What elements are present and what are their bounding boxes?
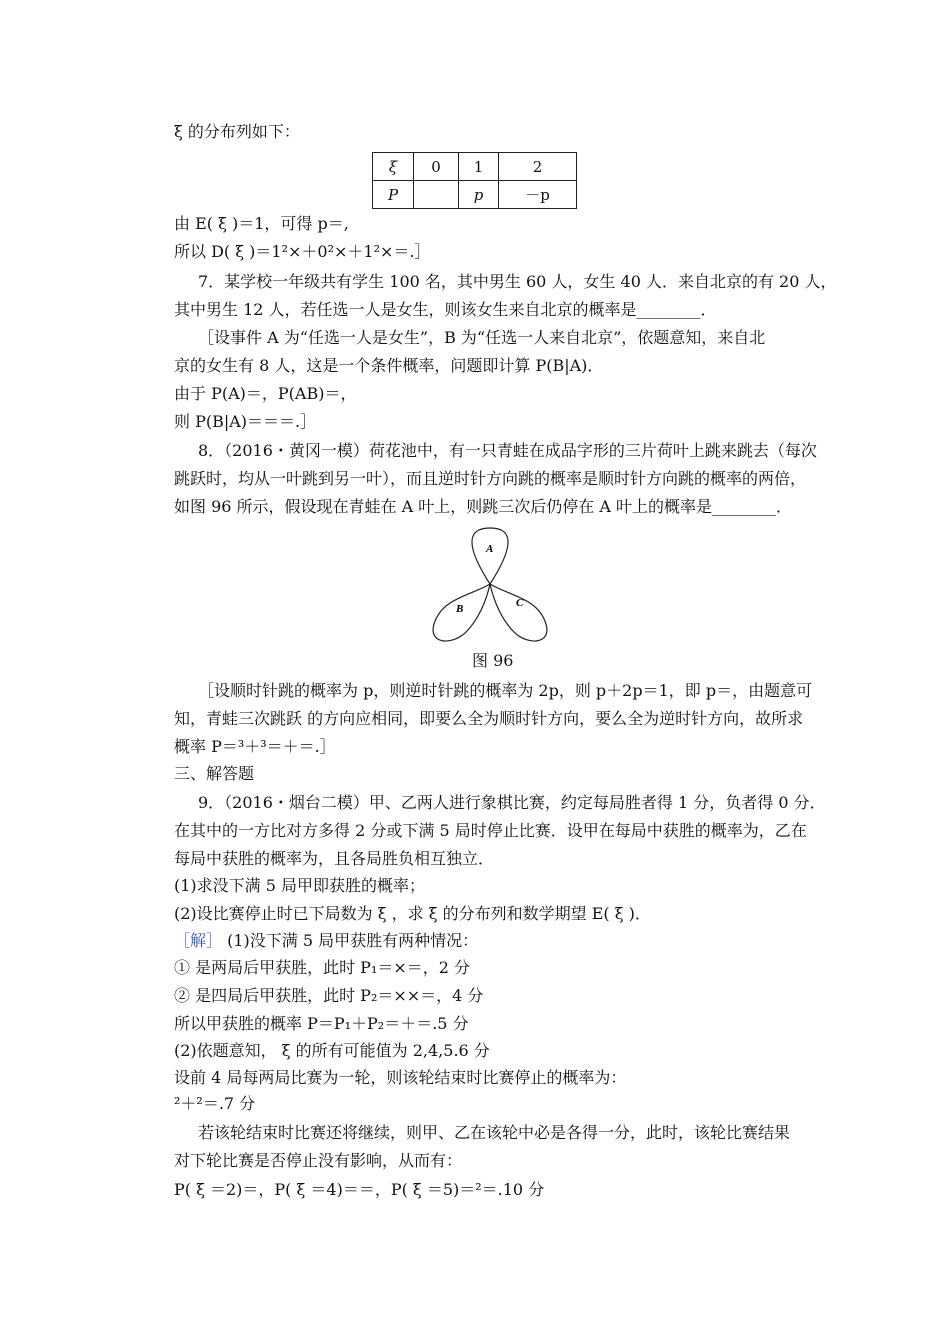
text-line: 由 E( ξ )＝1，可得 p＝, <box>174 214 349 233</box>
leaf-c-shape <box>490 584 547 641</box>
section-heading: 三、解答题 <box>174 764 255 783</box>
table-cell <box>414 181 459 209</box>
text-line: ① 是两局后甲获胜，此时 P₁＝×＝，2 分 <box>174 958 471 977</box>
solution-text: (1)没下满 5 局甲获胜有两种情况： <box>222 931 479 950</box>
leaf-a-shape <box>472 528 508 584</box>
solution-marker: ［解］ <box>174 931 223 950</box>
table-row <box>373 181 577 209</box>
table-cell: －p <box>499 181 577 209</box>
text-line: 如图 96 所示，假设现在青蛙在 A 叶上，则跳三次后仍停在 A 叶上的概率是________． <box>174 497 792 516</box>
text-line: 其中男生 12 人，若任选一人是女生，则该女生来自北京的概率是________． <box>174 300 717 319</box>
table-cell: p <box>459 181 499 209</box>
table-cell: P <box>373 181 414 209</box>
text-line: ［设事件 A 为“任选一人是女生”，B 为“任选一人来自北京”，依题意知，来自北 <box>198 328 766 347</box>
text-line: 知，青蛙三次跳跃 的方向应相同，即要么全为顺时针方向，要么全为逆时针方向，故所求 <box>174 709 804 728</box>
text-line: ② 是四局后甲获胜，此时 P₂＝××＝，4 分 <box>174 986 484 1005</box>
table-cell: 1 <box>459 153 499 181</box>
problem-9-text: 9．（2016・烟台二模）甲、乙两人进行象棋比赛，约定每局胜者得 1 分，负者得 0 分． <box>198 793 826 812</box>
lotus-leaves-figure <box>420 522 560 646</box>
leaf-b-label: B <box>456 603 464 615</box>
distribution-table <box>372 152 577 209</box>
text-line: ［设顺时针跳的概率为 p，则逆时针跳的概率为 2p，则 p＋2p＝1，即 p＝，由题意可 <box>198 681 813 700</box>
text-line: (2)依题意知， ξ 的所有可能值为 2,4,5.6 分 <box>174 1041 490 1060</box>
text-line: 若该轮结束时比赛还将继续，则甲、乙在该轮中必是各得一分，此时，该轮比赛结果 <box>198 1123 791 1142</box>
text-line: 跳跃时，均从一叶跳到另一叶），而且逆时针方向跳的概率是顺时针方向跳的概率的两倍， <box>174 469 807 488</box>
text-line: 由于 P(A)＝，P(AB)＝， <box>174 384 357 403</box>
text-line: 每局中获胜的概率为，且各局胜负相互独立． <box>174 849 495 868</box>
leaf-c-label: C <box>516 597 524 609</box>
table-row <box>373 153 577 181</box>
table-cell: ξ <box>373 153 414 181</box>
text-line: ξ 的分布列如下： <box>174 122 300 141</box>
problem-8-text: 8．（2016・黄冈一模）荷花池中，有一只青蛙在成品字形的三片荷叶上跳来跳去（每次 <box>198 441 817 460</box>
figure-caption: 图 96 <box>472 651 514 670</box>
text-line: 所以甲获胜的概率 P＝P₁＋P₂＝＋＝.5 分 <box>174 1014 469 1033</box>
leaf-a-label: A <box>486 543 494 555</box>
text-line: 所以 D( ξ )＝1²×＋0²×＋1²×＝.］ <box>174 242 431 261</box>
text-line: ²＋²＝.7 分 <box>174 1094 256 1113</box>
text-line: 对下轮比赛是否停止没有影响，从而有： <box>174 1151 463 1170</box>
text-line: 京的女生有 8 人，这是一个条件概率，问题即计算 P(B|A)． <box>174 356 604 375</box>
text-line: 则 P(B|A)＝＝＝.］ <box>174 412 317 431</box>
text-line: 概率 P＝³＋³＝＋＝.］ <box>174 737 336 756</box>
problem-7-text: 7．某学校一年级共有学生 100 名，其中男生 60 人，女生 40 人．来自北京的有 20 人， <box>198 272 837 291</box>
text-line: 设前 4 局每两局比赛为一轮，则该轮结束时比赛停止的概率为： <box>174 1068 627 1087</box>
text-line: P( ξ ＝2)＝，P( ξ ＝4)＝＝，P( ξ ＝5)＝²＝.10 分 <box>174 1180 545 1199</box>
solution-line <box>174 931 478 951</box>
text-line: 在其中的一方比对方多得 2 分或下满 5 局时停止比赛．设甲在每局中获胜的概率为，乙在 <box>174 821 807 840</box>
table-cell: 2 <box>499 153 577 181</box>
text-line: (1)求没下满 5 局甲即获胜的概率； <box>174 876 426 895</box>
table-cell: 0 <box>414 153 459 181</box>
text-line: (2)设比赛停止时已下局数为 ξ ，求 ξ 的分布列和数学期望 E( ξ )． <box>174 904 651 923</box>
